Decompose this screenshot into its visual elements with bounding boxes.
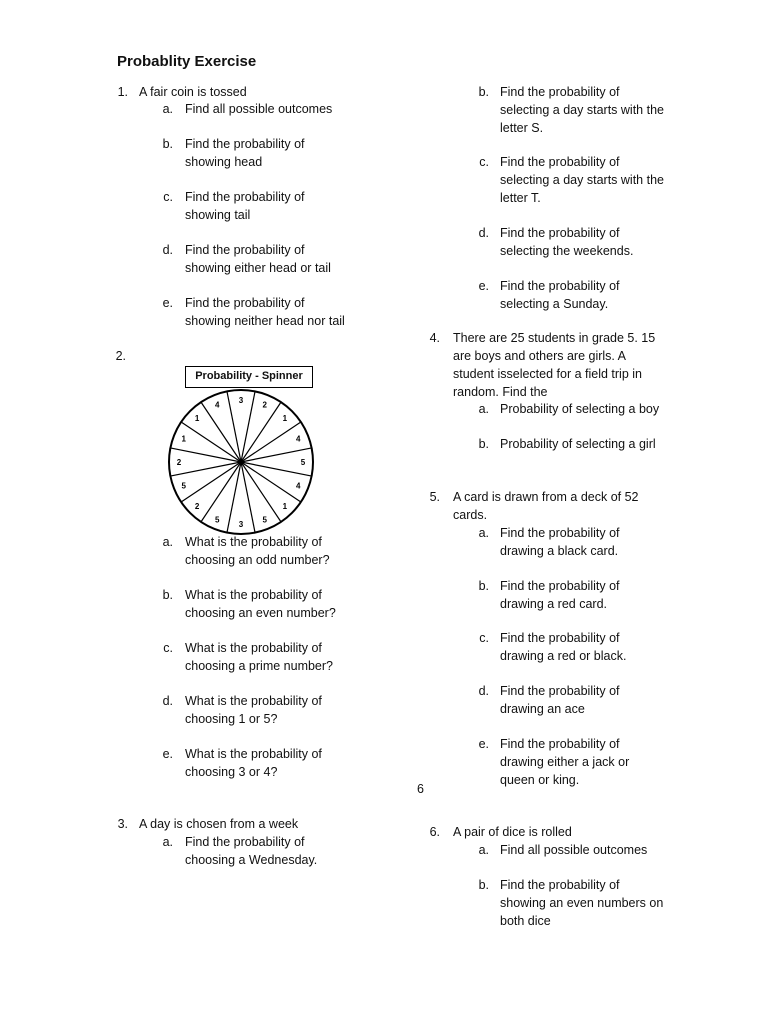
q3-part-a-letter: a.: [162, 835, 173, 849]
q2-part-d-line: What is the probability of: [185, 694, 322, 708]
spinner-sector-number: 1: [282, 414, 288, 424]
q5-part-e-letter: e.: [478, 737, 489, 751]
q1-part-d-line: Find the probability of: [185, 243, 305, 257]
q1-part-e-line: showing neither head nor tail: [185, 314, 345, 328]
q5-part-a-letter: a.: [478, 526, 489, 540]
q3-part-b-line: Find the probability of: [500, 85, 620, 99]
q1-part-c-line: Find the probability of: [185, 190, 305, 204]
q3-part-b-letter: b.: [478, 85, 489, 99]
q1-part-b-line: Find the probability of: [185, 137, 305, 151]
q6-part-b-line: showing an even numbers on: [500, 896, 664, 910]
q1-part-a-letter: a.: [162, 102, 173, 116]
q4-part-a-line: Probability of selecting a boy: [500, 402, 660, 416]
spinner-sector-number: 5: [215, 515, 220, 525]
q2-part-c-letter: c.: [163, 641, 173, 655]
q5-part-e-line: drawing either a jack or: [500, 755, 630, 769]
q6-text: A pair of dice is rolled: [453, 825, 572, 839]
q3-number: 3.: [117, 817, 128, 831]
spinner-sector-number: 2: [262, 400, 267, 410]
q1-part-a-line: Find all possible outcomes: [185, 102, 333, 116]
spinner-sector-number: 5: [300, 458, 306, 467]
q5-line: A card is drawn from a deck of 52: [453, 490, 639, 504]
q5-number: 5.: [429, 490, 440, 504]
q1-part-d-line: showing either head or tail: [185, 261, 331, 275]
q5-part-b-line: drawing a red card.: [500, 597, 608, 611]
q2-part-a-letter: a.: [162, 535, 173, 549]
q3-part-c-line: selecting a day starts with the: [500, 173, 664, 187]
q2-part-b-line: What is the probability of: [185, 588, 322, 602]
q3-part-a-line: Find the probability of: [185, 835, 305, 849]
q4-line: There are 25 students in grade 5. 15: [453, 331, 656, 345]
q6-number: 6.: [429, 825, 440, 839]
spinner-sector-number: 3: [238, 396, 244, 405]
page-title: Probablity Exercise: [117, 53, 257, 70]
q3-part-c-line: letter T.: [500, 191, 541, 205]
q1-part-b-letter: b.: [162, 137, 173, 151]
q3-part-a-line: choosing a Wednesday.: [185, 853, 318, 867]
q4-number: 4.: [429, 331, 440, 345]
q5-part-d-line: drawing an ace: [500, 702, 585, 716]
q4-part-b-letter: b.: [478, 437, 489, 451]
q3-part-d-letter: d.: [478, 226, 489, 240]
q5-part-c-line: drawing a red or black.: [500, 649, 627, 663]
q6-part-a-line: Find all possible outcomes: [500, 843, 648, 857]
spinner-sector-number: 1: [194, 414, 200, 424]
q4-part-b-line: Probability of selecting a girl: [500, 437, 656, 451]
q2-part-a-line: choosing an odd number?: [185, 553, 330, 567]
q5-part-a-line: Find the probability of: [500, 526, 620, 540]
q5-part-c-line: Find the probability of: [500, 631, 620, 645]
q4-part-a-letter: a.: [478, 402, 489, 416]
spinner-sector-number: 5: [181, 481, 186, 491]
q3-part-e-line: selecting a Sunday.: [500, 297, 609, 311]
q5-line: cards.: [453, 508, 488, 522]
spinner-sector-number: 4: [215, 400, 220, 410]
q1-part-c-line: showing tail: [185, 208, 251, 222]
q3-part-e-line: Find the probability of: [500, 279, 620, 293]
q5-part-d-line: Find the probability of: [500, 684, 620, 698]
q5-part-e-line: Find the probability of: [500, 737, 620, 751]
q3-part-d-line: selecting the weekends.: [500, 244, 634, 258]
q3-part-b-line: letter S.: [500, 121, 544, 135]
q4-line: are boys and others are girls. A: [453, 349, 627, 363]
spinner-sector-number: 4: [296, 481, 301, 491]
spinner-title: Probability - Spinner: [185, 366, 313, 388]
q2-part-e-letter: e.: [162, 747, 173, 761]
spinner-sector-number: 2: [194, 501, 200, 511]
q3-text: A day is chosen from a week: [139, 817, 299, 831]
q6-part-b-letter: b.: [478, 878, 489, 892]
q2-part-b-letter: b.: [162, 588, 173, 602]
q1-part-d-letter: d.: [162, 243, 173, 257]
q1-part-e-line: Find the probability of: [185, 296, 305, 310]
q1-part-b-line: showing head: [185, 155, 263, 169]
q5-part-d-letter: d.: [478, 684, 489, 698]
q3-part-b-line: selecting a day starts with the: [500, 103, 664, 117]
spinner-sector-number: 2: [176, 458, 182, 467]
q3-part-c-letter: c.: [479, 155, 489, 169]
q6-part-b-line: Find the probability of: [500, 878, 620, 892]
q5-part-c-letter: c.: [479, 631, 489, 645]
q1-text: A fair coin is tossed: [139, 85, 247, 99]
q1-part-e-letter: e.: [162, 296, 173, 310]
q4-line: random. Find the: [453, 385, 548, 399]
q2-part-e-line: choosing 3 or 4?: [185, 765, 278, 779]
q3-part-e-letter: e.: [478, 279, 489, 293]
q2-part-d-line: choosing 1 or 5?: [185, 712, 278, 726]
q5-part-e-line: queen or king.: [500, 773, 580, 787]
page-number: 6: [417, 782, 424, 796]
q1-part-c-letter: c.: [163, 190, 173, 204]
q6-part-b-line: both dice: [500, 914, 551, 928]
spinner-sector-number: 1: [282, 501, 288, 511]
spinner-sector-number: 1: [181, 434, 186, 444]
q1-number: 1.: [117, 85, 128, 99]
q2-part-e-line: What is the probability of: [185, 747, 322, 761]
q2-part-d-letter: d.: [162, 694, 173, 708]
spinner-sector-number: 3: [238, 520, 244, 529]
q3-part-d-line: Find the probability of: [500, 226, 620, 240]
spinner-sector-number: 4: [296, 434, 301, 444]
q5-part-b-letter: b.: [478, 579, 489, 593]
spinner-sector-number: 5: [262, 515, 267, 525]
q2-part-b-line: choosing an even number?: [185, 606, 336, 620]
q2-part-c-line: choosing a prime number?: [185, 659, 333, 673]
q2-part-a-line: What is the probability of: [185, 535, 322, 549]
q2-part-c-line: What is the probability of: [185, 641, 322, 655]
q6-part-a-letter: a.: [478, 843, 489, 857]
q4-line: student isselected for a field trip in: [453, 367, 642, 381]
q5-part-a-line: drawing a black card.: [500, 544, 619, 558]
spinner-spokes: [170, 391, 311, 532]
q2-number: 2.: [115, 349, 126, 363]
q5-part-b-line: Find the probability of: [500, 579, 620, 593]
q3-part-c-line: Find the probability of: [500, 155, 620, 169]
spinner-wheel: [162, 383, 322, 543]
